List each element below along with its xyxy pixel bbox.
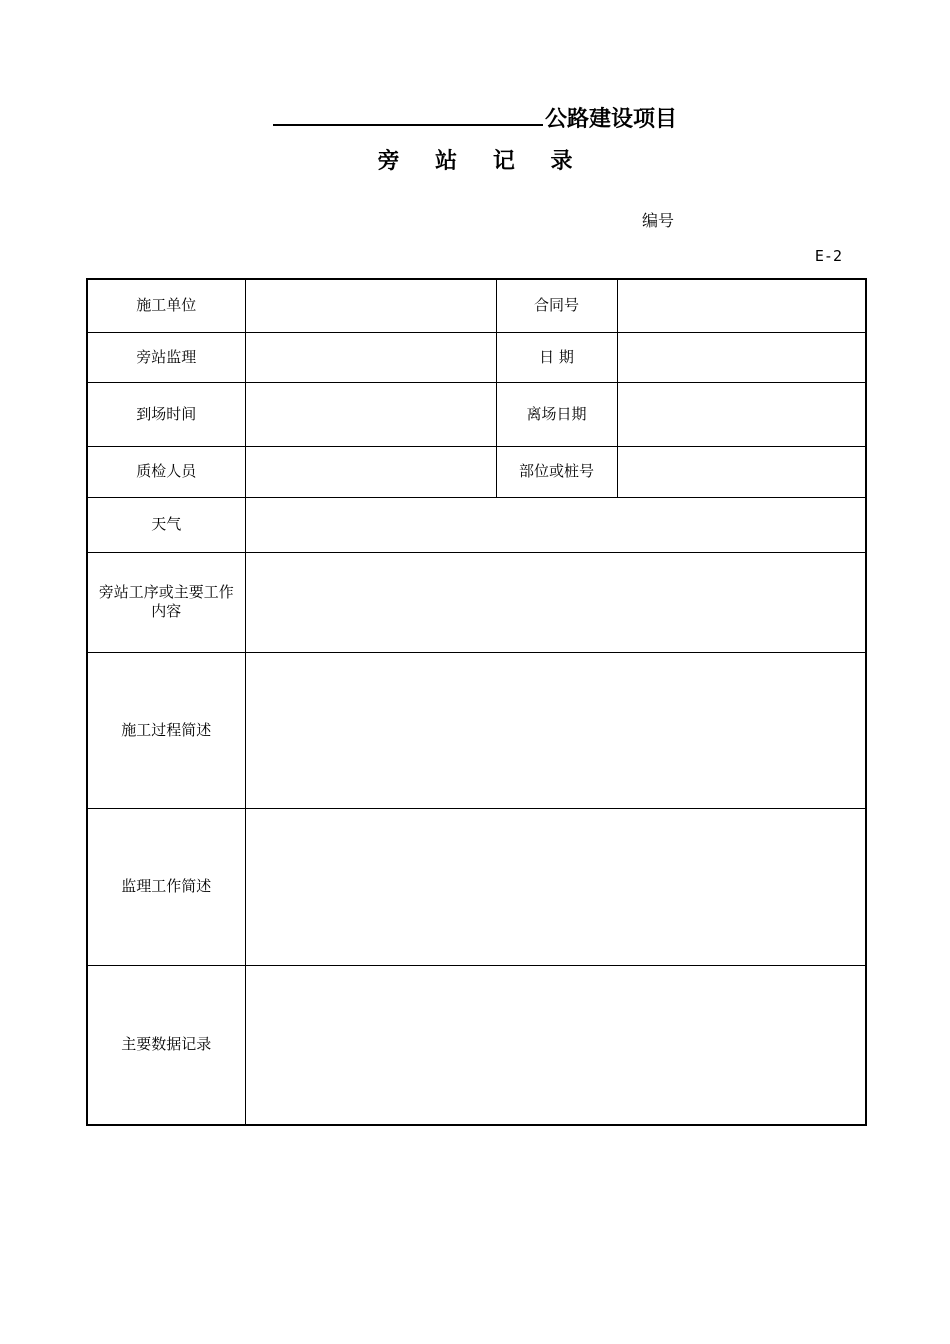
contract-no-field[interactable] (617, 279, 866, 332)
construction-unit-field[interactable] (245, 279, 496, 332)
location-station-field[interactable] (617, 446, 866, 497)
departure-date-label: 离场日期 (496, 382, 617, 446)
arrival-time-label: 到场时间 (87, 382, 245, 446)
construction-process-field[interactable] (245, 652, 866, 808)
project-title-text: 公路建设项目 (544, 107, 677, 132)
side-supervisor-field[interactable] (245, 332, 496, 382)
work-content-label-line2: 内容 (151, 602, 182, 620)
side-supervisor-label: 旁站监理 (87, 332, 245, 382)
main-data-field[interactable] (245, 965, 866, 1125)
date-field[interactable] (617, 332, 866, 382)
date-label: 日 期 (496, 332, 617, 382)
weather-field[interactable] (245, 497, 866, 552)
work-content-label (87, 552, 245, 652)
contract-no-label: 合同号 (496, 279, 617, 332)
project-title (0, 100, 950, 137)
record-form-table (86, 278, 867, 1126)
main-data-label: 主要数据记录 (87, 965, 245, 1125)
quality-inspector-label: 质检人员 (87, 446, 245, 497)
quality-inspector-field[interactable] (245, 446, 496, 497)
construction-process-label: 施工过程简述 (87, 652, 245, 808)
supervision-work-field[interactable] (245, 808, 866, 965)
table-row (87, 382, 866, 446)
table-row (87, 446, 866, 497)
serial-number-label: 编号 (642, 211, 675, 230)
table-row (87, 497, 866, 552)
weather-label: 天气 (87, 497, 245, 552)
arrival-time-field[interactable] (245, 382, 496, 446)
table-row (87, 808, 866, 965)
form-code: E-2 (814, 247, 842, 265)
table-row (87, 279, 866, 332)
record-title: 旁 站 记 录 (377, 148, 587, 174)
work-content-label-line1: 旁站工序或主要工作 (98, 583, 234, 601)
construction-unit-label: 施工单位 (87, 279, 245, 332)
work-content-field[interactable] (245, 552, 866, 652)
departure-date-field[interactable] (617, 382, 866, 446)
table-row (87, 552, 866, 652)
table-row (87, 332, 866, 382)
location-station-label: 部位或桩号 (496, 446, 617, 497)
table-row (87, 652, 866, 808)
supervision-work-label: 监理工作简述 (87, 808, 245, 965)
project-name-blank[interactable] (273, 100, 543, 126)
table-row (87, 965, 866, 1125)
